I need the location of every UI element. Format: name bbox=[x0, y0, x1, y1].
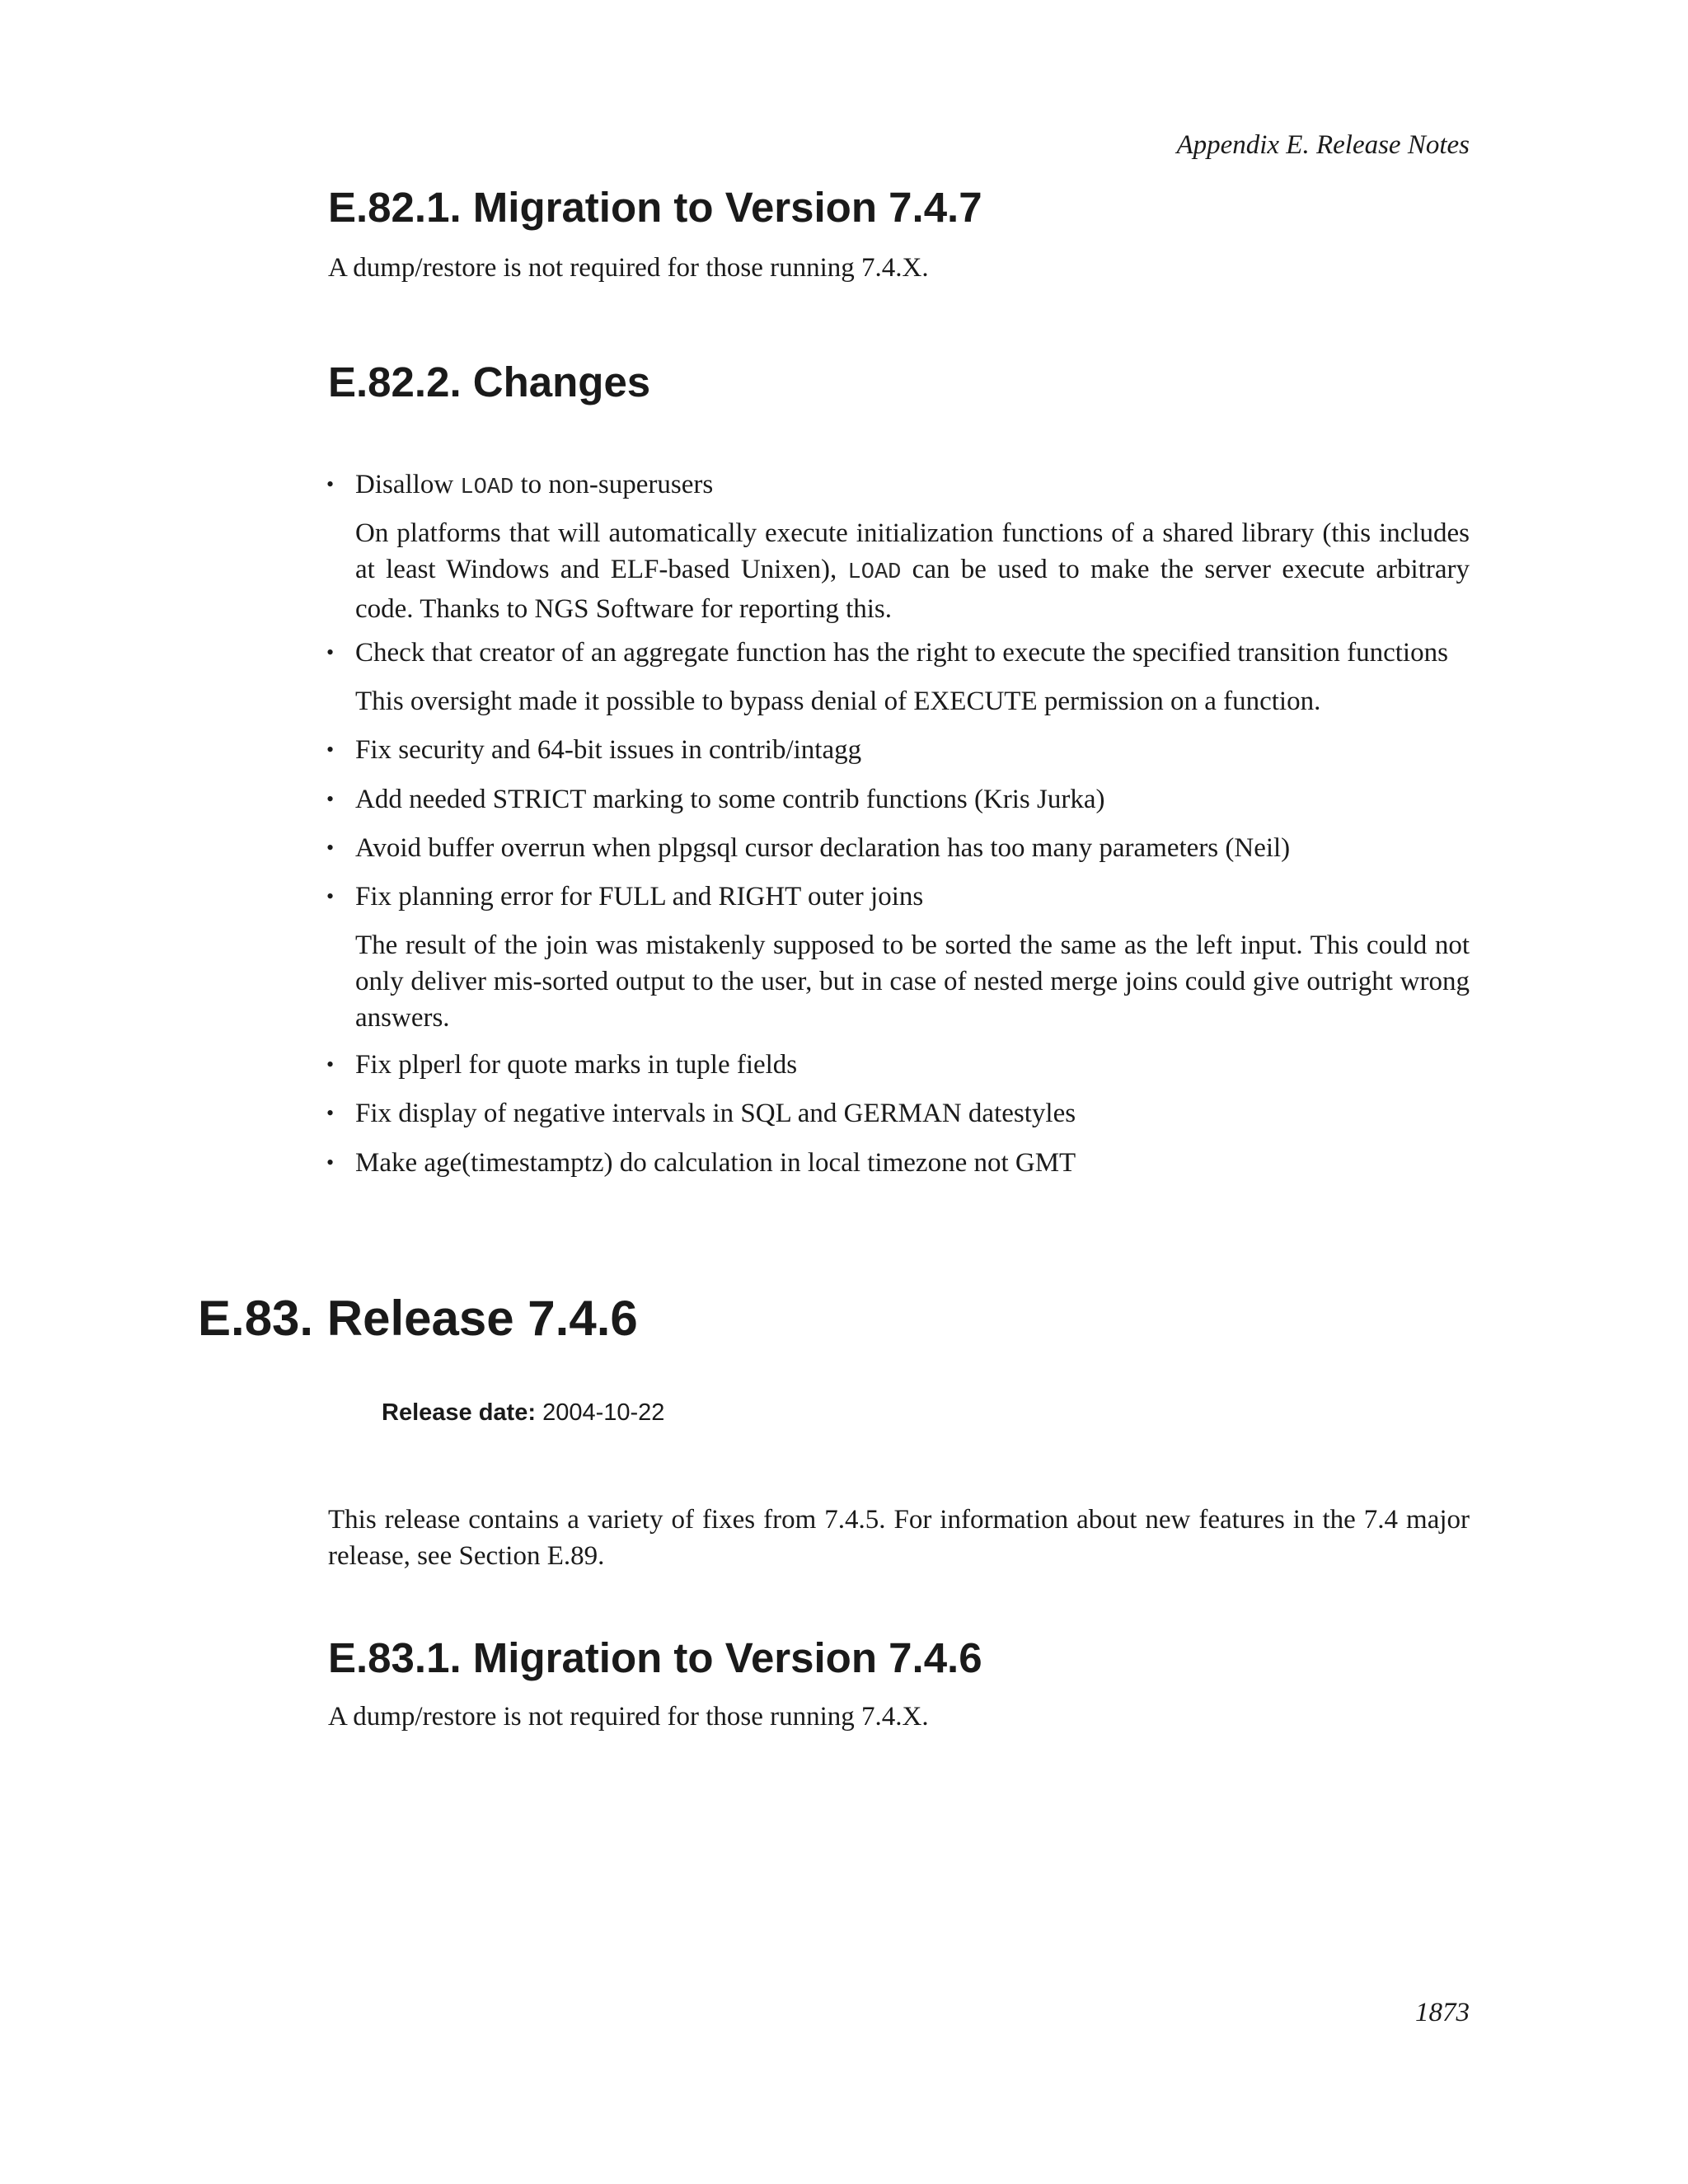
bullet-icon: • bbox=[326, 1052, 335, 1076]
bullet-icon: • bbox=[326, 640, 335, 664]
migration-747-text: A dump/restore is not required for those running 7.4.X. bbox=[328, 253, 929, 283]
code-literal: LOAD bbox=[847, 560, 902, 585]
section-heading-changes: E.82.2. Changes bbox=[328, 359, 651, 405]
list-item-title: Avoid buffer overrun when plpgsql cursor declaration has too many parameters (Neil) bbox=[355, 833, 1291, 863]
section-heading-migration-746: E.83.1. Migration to Version 7.4.6 bbox=[328, 1634, 982, 1681]
section-heading-migration-747: E.82.1. Migration to Version 7.4.7 bbox=[328, 184, 982, 231]
running-header: Appendix E. Release Notes bbox=[1176, 130, 1470, 160]
page-number: 1873 bbox=[1415, 1998, 1470, 2027]
chapter-heading-release-746: E.83. Release 7.4.6 bbox=[198, 1291, 638, 1346]
code-literal: LOAD bbox=[460, 476, 514, 500]
list-item-body: This oversight made it possible to bypass denial of EXECUTE permission on a function. bbox=[355, 687, 1321, 716]
list-item-title: Fix security and 64-bit issues in contrib/intagg bbox=[355, 735, 862, 765]
list-item-title: Make age(timestamptz) do calculation in local timezone not GMT bbox=[355, 1148, 1076, 1178]
list-item-title: Fix plperl for quote marks in tuple fields bbox=[355, 1050, 798, 1080]
list-item-title: Fix planning error for FULL and RIGHT outer joins bbox=[355, 882, 924, 912]
bullet-icon: • bbox=[326, 884, 335, 908]
migration-746-text: A dump/restore is not required for those running 7.4.X. bbox=[328, 1702, 929, 1732]
list-item-title: Check that creator of an aggregate function has the right to execute the specified transition functions bbox=[355, 638, 1448, 668]
release-date bbox=[382, 1396, 664, 1429]
list-item-body: On platforms that will automatically execute initialization functions of a shared library (this includes at least Windows and ELF-based Unixen), LOAD can be used to make the server execute arbitrary code. Thanks to NGS Software for reporting this. bbox=[355, 518, 1470, 624]
bullet-icon: • bbox=[326, 472, 335, 496]
bullet-icon: • bbox=[326, 787, 335, 811]
bullet-icon: • bbox=[326, 738, 335, 762]
list-item-body: The result of the join was mistakenly supposed to be sorted the same as the left input. This could not only deliver mis-sorted output to the user, but in case of nested merge joins could give outright wrong answers. bbox=[355, 930, 1470, 1033]
release-date-label: Release date: bbox=[382, 1399, 536, 1426]
list-item-title: Fix display of negative intervals in SQL and GERMAN datestyles bbox=[355, 1099, 1076, 1128]
list-item-title: Disallow LOAD to non-superusers bbox=[355, 470, 714, 500]
bullet-icon: • bbox=[326, 1151, 335, 1174]
list-item-title: Add needed STRICT marking to some contrib functions (Kris Jurka) bbox=[355, 785, 1105, 814]
bullet-icon: • bbox=[326, 1101, 335, 1125]
release-date-value: 2004-10-22 bbox=[542, 1399, 665, 1426]
release-746-intro: This release contains a variety of fixes from 7.4.5. For information about new features in the 7.4 major release, see Section E.89. bbox=[328, 1505, 1470, 1571]
bullet-icon: • bbox=[326, 836, 335, 860]
